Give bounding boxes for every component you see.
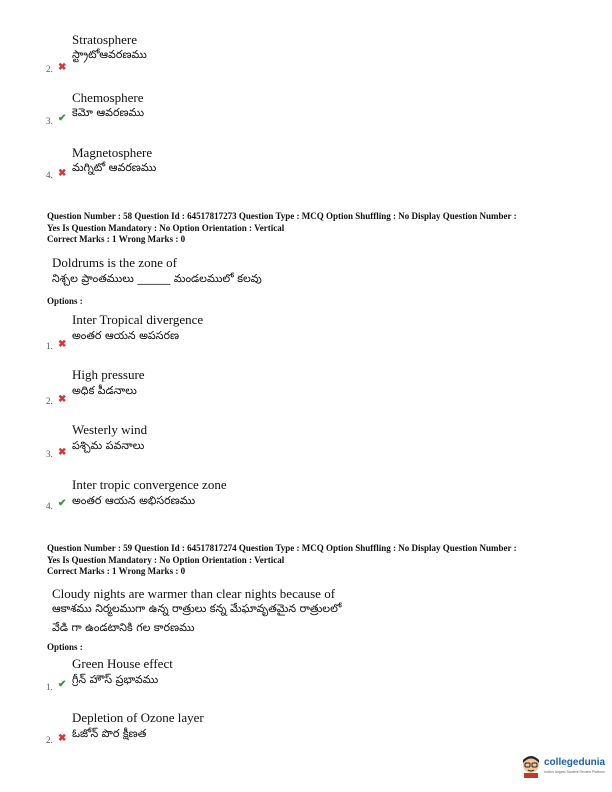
- option-text-te: పశ్చిమ పవనాలు: [72, 439, 145, 452]
- wrong-mark-icon: ✖: [58, 447, 67, 458]
- question-58-meta: [47, 211, 587, 246]
- question-text-te: వేడి గా ఉండటానికి గల కారణము: [52, 621, 195, 634]
- wrong-mark-icon: ✖: [58, 733, 67, 744]
- question-59-meta: [47, 543, 587, 578]
- question-text-te: నిశ్చల ప్రాంతములు ______ మండలములో కలవు: [52, 272, 262, 285]
- correct-check-icon: ✔: [58, 498, 67, 509]
- question-marks: Correct Marks : 1 Wrong Marks : 0: [47, 566, 186, 576]
- wrong-mark-icon: ✖: [58, 394, 67, 405]
- option-text-en: High pressure: [72, 367, 145, 382]
- option-number: 1.: [46, 682, 53, 692]
- option-text-en: Westerly wind: [72, 422, 148, 437]
- question-text-te: ఆకాశము నిర్మలముగా ఉన్న రాత్రులు కన్న మేఘావృతమైన రాత్రులలో: [52, 602, 342, 615]
- option-text-en: Magnetosphere: [72, 145, 153, 160]
- option-text-te: స్ట్రాటోఆవరణము: [72, 48, 147, 61]
- option-number: 4.: [46, 501, 53, 511]
- options-label: Options :: [47, 642, 83, 652]
- wrong-mark-icon: ✖: [58, 62, 67, 73]
- question-text-en: Cloudy nights are warmer than clear nights because of: [52, 586, 336, 601]
- option-text-en: Inter Tropical divergence: [72, 312, 204, 327]
- option-text-en: Chemosphere: [72, 90, 144, 105]
- question-marks: Correct Marks : 1 Wrong Marks : 0: [47, 234, 186, 244]
- option-number: 2.: [46, 396, 53, 406]
- question-meta-line: Yes Is Question Mandatory : No Option Orientation : Vertical: [47, 222, 285, 233]
- mascot-icon: [520, 754, 542, 778]
- logo-tagline: India's largest Student Review Platform: [544, 770, 605, 774]
- option-text-en: Inter tropic convergence zone: [72, 477, 227, 492]
- option-number: 2.: [46, 64, 53, 74]
- option-text-te: అంతర ఆయన అపసరణ: [72, 329, 180, 342]
- option-text-te: గ్రీన్ హౌస్ ప్రభావము: [72, 673, 159, 686]
- correct-check-icon: ✔: [58, 679, 67, 690]
- option-number: 3.: [46, 449, 53, 459]
- question-meta-line: Question Number : 58 Question Id : 64517817273 Question Type : MCQ Option Shuffling : No Display Question Number :: [47, 211, 517, 221]
- logo-brand-text: collegedunia: [544, 757, 606, 768]
- option-number: 2.: [46, 735, 53, 745]
- option-text-en: Green House effect: [72, 656, 173, 671]
- question-text-en: Doldrums is the zone of: [52, 255, 177, 270]
- option-text-te: అధిక పీడనాలు: [72, 384, 137, 397]
- wrong-mark-icon: ✖: [58, 168, 67, 179]
- options-label: Options :: [47, 296, 83, 306]
- option-text-te: కెమో ఆవరణము: [72, 106, 145, 119]
- collegedunia-logo: [520, 752, 610, 782]
- option-text-te: మగ్నిటో ఆవరణము: [72, 161, 157, 174]
- option-text-en: Stratosphere: [72, 32, 137, 47]
- option-number: 1.: [46, 341, 53, 351]
- correct-check-icon: ✔: [58, 113, 67, 124]
- question-meta-line: Yes Is Question Mandatory : No Option Orientation : Vertical: [47, 554, 285, 565]
- option-text-te: అంతర ఆయన అభిసరణము: [72, 494, 196, 507]
- question-meta-line: Question Number : 59 Question Id : 64517817274 Question Type : MCQ Option Shuffling : No Display Question Number :: [47, 543, 517, 553]
- wrong-mark-icon: ✖: [58, 339, 67, 350]
- option-number: 4.: [46, 170, 53, 180]
- option-text-en: Depletion of Ozone layer: [72, 710, 204, 725]
- option-text-te: ఓజోన్ పొర క్షీణత: [72, 727, 147, 740]
- option-number: 3.: [46, 116, 53, 126]
